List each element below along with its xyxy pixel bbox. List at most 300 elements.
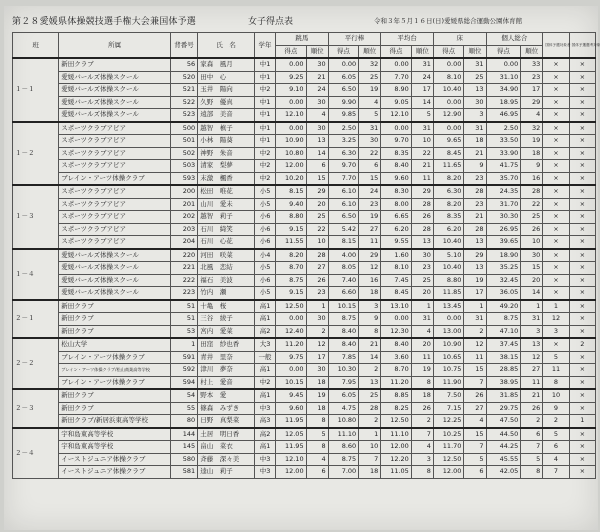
all-around-rank: 22 xyxy=(521,198,543,211)
col-name: 氏 名 xyxy=(198,33,255,59)
grade-cell: 大3 xyxy=(255,338,276,351)
beam-score: 11.20 xyxy=(381,376,412,389)
beam-score: 9.05 xyxy=(381,96,412,109)
floor-rank: 15 xyxy=(464,364,486,377)
athlete-name: 久野 優真 xyxy=(198,96,255,109)
beam-score: 12.30 xyxy=(381,325,412,338)
vault-rank: 8 xyxy=(306,441,328,454)
club-cell: ブレイン・アーツ体操クラブ xyxy=(59,351,171,364)
floor-rank: 4 xyxy=(464,415,486,428)
bars-score: 2.50 xyxy=(328,122,359,135)
note-2-cell: × xyxy=(569,84,595,97)
grade-cell: 中1 xyxy=(255,109,276,122)
floor-score: 10.65 xyxy=(433,351,464,364)
bib-cell: 592 xyxy=(170,364,197,377)
beam-rank: 22 xyxy=(411,147,433,160)
note-2-cell: × xyxy=(569,147,595,160)
beam-score: 8.35 xyxy=(381,147,412,160)
vault-score: 9.25 xyxy=(276,71,307,84)
grade-cell: 中2 xyxy=(255,84,276,97)
note-1-cell: 9 xyxy=(543,402,569,415)
table-row xyxy=(13,96,596,109)
vault-score: 0.00 xyxy=(276,364,307,377)
athlete-name: 斉藤 深々美 xyxy=(198,453,255,466)
vault-rank: 26 xyxy=(306,274,328,287)
sheet-subtitle: 女子得点表 xyxy=(248,17,294,27)
col-rank: 順位 xyxy=(306,45,328,58)
all-around-rank: 2 xyxy=(521,415,543,428)
grade-cell: 高1 xyxy=(255,364,276,377)
floor-score: 11.85 xyxy=(433,287,464,300)
bars-score: 7.70 xyxy=(328,172,359,185)
all-around-score: 31.70 xyxy=(486,198,521,211)
all-around-rank: 11 xyxy=(521,376,543,389)
beam-rank: 31 xyxy=(411,122,433,135)
club-cell: 新田クラブ xyxy=(59,402,171,415)
athlete-name: 日野 真梨菜 xyxy=(198,415,255,428)
vault-rank: 6 xyxy=(306,466,328,479)
floor-rank: 27 xyxy=(464,402,486,415)
bars-rank: 29 xyxy=(359,249,381,262)
bars-score: 8.75 xyxy=(328,313,359,326)
all-around-score: 18.95 xyxy=(486,96,521,109)
bars-score: 9.70 xyxy=(328,160,359,173)
vault-score: 8.70 xyxy=(276,262,307,275)
club-cell: スポーツクラブアピア xyxy=(59,185,171,198)
note-2-cell: × xyxy=(569,122,595,135)
athlete-name: 田中 心 xyxy=(198,71,255,84)
beam-score: 12.20 xyxy=(381,453,412,466)
all-around-rank: 18 xyxy=(521,147,543,160)
beam-score: 7.45 xyxy=(381,274,412,287)
all-around-score: 39.65 xyxy=(486,236,521,249)
col-floor: 床 xyxy=(433,33,486,46)
club-cell: 新田クラブ xyxy=(59,300,171,313)
vault-rank: 8 xyxy=(306,415,328,428)
all-around-rank: 3 xyxy=(521,325,543,338)
bib-cell: 1 xyxy=(170,338,197,351)
grade-cell: 小4 xyxy=(255,249,276,262)
grade-cell: 高1 xyxy=(255,300,276,313)
vault-score: 11.55 xyxy=(276,236,307,249)
note-1-cell: 4 xyxy=(543,453,569,466)
all-around-score: 31.10 xyxy=(486,71,521,84)
grade-cell: 高2 xyxy=(255,325,276,338)
note-1-cell: 12 xyxy=(543,313,569,326)
vault-rank: 18 xyxy=(306,402,328,415)
vault-rank: 30 xyxy=(306,364,328,377)
athlete-name: 田窪 紗也香 xyxy=(198,338,255,351)
beam-score: 9.55 xyxy=(381,236,412,249)
note-1-cell: 5 xyxy=(543,428,569,441)
bars-score: 10.30 xyxy=(328,364,359,377)
grade-cell: 中2 xyxy=(255,160,276,173)
bars-rank: 14 xyxy=(359,351,381,364)
bars-score: 6.05 xyxy=(328,71,359,84)
beam-score: 12.50 xyxy=(381,415,412,428)
all-around-score: 29.75 xyxy=(486,402,521,415)
note-1-cell: × xyxy=(543,122,569,135)
athlete-name: 小林 陽葵 xyxy=(198,135,255,148)
bars-score: 6.50 xyxy=(328,211,359,224)
grade-cell: 中3 xyxy=(255,453,276,466)
floor-score: 6.20 xyxy=(433,223,464,236)
table-row xyxy=(13,236,596,249)
vault-rank: 21 xyxy=(306,71,328,84)
beam-rank: 4 xyxy=(411,441,433,454)
note-1-cell: × xyxy=(543,236,569,249)
all-around-score: 8.75 xyxy=(486,313,521,326)
all-around-score: 26.95 xyxy=(486,223,521,236)
bars-rank: 22 xyxy=(359,147,381,160)
beam-rank: 31 xyxy=(411,313,433,326)
club-cell: 新田クラブ xyxy=(59,389,171,402)
bib-cell: 220 xyxy=(170,249,197,262)
bars-score: 6.10 xyxy=(328,185,359,198)
bars-score: 0.00 xyxy=(328,58,359,71)
bib-cell: 500 xyxy=(170,122,197,135)
floor-rank: 31 xyxy=(464,122,486,135)
beam-rank: 26 xyxy=(411,211,433,224)
vault-score: 10.15 xyxy=(276,376,307,389)
all-around-rank: 10 xyxy=(521,236,543,249)
note-2-cell: × xyxy=(569,453,595,466)
beam-score: 8.45 xyxy=(381,287,412,300)
floor-rank: 3 xyxy=(464,109,486,122)
vault-score: 10.20 xyxy=(276,172,307,185)
floor-score: 11.65 xyxy=(433,160,464,173)
grade-cell: 中2 xyxy=(255,172,276,185)
club-cell: スポーツクラブアピア xyxy=(59,147,171,160)
grade-cell: 中1 xyxy=(255,71,276,84)
note-1-cell: × xyxy=(543,160,569,173)
floor-rank: 9 xyxy=(464,160,486,173)
athlete-name: 福石 美波 xyxy=(198,274,255,287)
note-2-cell: × xyxy=(569,185,595,198)
floor-score: 8.80 xyxy=(433,274,464,287)
bib-cell: 503 xyxy=(170,160,197,173)
floor-rank: 13 xyxy=(464,236,486,249)
vault-score: 8.15 xyxy=(276,185,307,198)
all-around-rank: 20 xyxy=(521,274,543,287)
bars-rank: 19 xyxy=(359,211,381,224)
bib-cell: 145 xyxy=(170,441,197,454)
vault-rank: 5 xyxy=(306,428,328,441)
table-row xyxy=(13,466,596,479)
all-around-score: 24.35 xyxy=(486,185,521,198)
bars-score: 6.50 xyxy=(328,84,359,97)
vault-score: 11.95 xyxy=(276,415,307,428)
bib-cell: 144 xyxy=(170,428,197,441)
table-row xyxy=(13,325,596,338)
bib-cell: 520 xyxy=(170,71,197,84)
note-2-cell: × xyxy=(569,211,595,224)
table-row xyxy=(13,274,596,287)
bars-score: 7.95 xyxy=(328,376,359,389)
bars-score: 8.05 xyxy=(328,262,359,275)
bars-rank: 32 xyxy=(359,58,381,71)
table-row xyxy=(13,441,596,454)
floor-score: 8.20 xyxy=(433,172,464,185)
note-2-cell: × xyxy=(569,351,595,364)
floor-score: 10.40 xyxy=(433,84,464,97)
all-around-score: 35.25 xyxy=(486,262,521,275)
beam-rank: 19 xyxy=(411,364,433,377)
table-row xyxy=(13,415,596,428)
col-bars: 平行棒 xyxy=(328,33,381,46)
club-cell: 新田クラブ xyxy=(59,58,171,71)
club-cell: スポーツクラブアピア xyxy=(59,211,171,224)
bars-score: 10.80 xyxy=(328,415,359,428)
bars-rank: 3 xyxy=(359,300,381,313)
bib-cell: 502 xyxy=(170,147,197,160)
bib-cell: 200 xyxy=(170,185,197,198)
club-cell: スポーツクラブアピア xyxy=(59,236,171,249)
beam-rank: 4 xyxy=(411,325,433,338)
athlete-name: 家森 風月 xyxy=(198,58,255,71)
all-around-rank: 26 xyxy=(521,223,543,236)
group-label: １－４ xyxy=(13,249,59,300)
col-score: 得点 xyxy=(276,45,307,58)
beam-score: 6.20 xyxy=(381,223,412,236)
note-2-cell: × xyxy=(569,71,595,84)
all-around-score: 2.50 xyxy=(486,122,521,135)
floor-rank: 12 xyxy=(464,338,486,351)
bars-rank: 30 xyxy=(359,135,381,148)
bars-score: 8.40 xyxy=(328,338,359,351)
note-1-cell: 5 xyxy=(543,351,569,364)
bars-score: 4.75 xyxy=(328,402,359,415)
col-rank: 順位 xyxy=(411,45,433,58)
all-around-rank: 23 xyxy=(521,71,543,84)
beam-rank: 8 xyxy=(411,376,433,389)
bib-cell: 581 xyxy=(170,466,197,479)
floor-score: 12.25 xyxy=(433,415,464,428)
all-around-score: 42.05 xyxy=(486,466,521,479)
floor-score: 8.35 xyxy=(433,211,464,224)
col-beam: 平均台 xyxy=(381,33,434,46)
club-cell: 宇和島東高等学校 xyxy=(59,441,171,454)
vault-score: 12.05 xyxy=(276,428,307,441)
vault-score: 0.00 xyxy=(276,313,307,326)
bars-rank: 24 xyxy=(359,185,381,198)
all-around-rank: 14 xyxy=(521,287,543,300)
note-1-cell: × xyxy=(543,223,569,236)
bib-cell: 591 xyxy=(170,351,197,364)
athlete-name: 玉井 陽向 xyxy=(198,84,255,97)
group-label: ２－３ xyxy=(13,389,59,428)
beam-rank: 20 xyxy=(411,338,433,351)
all-around-rank: 1 xyxy=(521,300,543,313)
floor-rank: 30 xyxy=(464,96,486,109)
vault-rank: 30 xyxy=(306,122,328,135)
table-row xyxy=(13,364,596,377)
table-row xyxy=(13,313,596,326)
bars-rank: 2 xyxy=(359,364,381,377)
beam-rank: 23 xyxy=(411,262,433,275)
date-venue: 令和３年５月１６日(日)愛媛県総合運動公園体育館 xyxy=(374,17,523,25)
club-cell: スポーツクラブアピア xyxy=(59,198,171,211)
note-1-cell: 3 xyxy=(543,325,569,338)
note-1-cell: 11 xyxy=(543,364,569,377)
beam-rank: 11 xyxy=(411,172,433,185)
vault-score: 10.80 xyxy=(276,147,307,160)
floor-score: 11.90 xyxy=(433,376,464,389)
bars-rank: 18 xyxy=(359,287,381,300)
vault-rank: 29 xyxy=(306,185,328,198)
all-around-score: 46.95 xyxy=(486,109,521,122)
all-around-score: 41.75 xyxy=(486,160,521,173)
table-row xyxy=(13,211,596,224)
vault-rank: 4 xyxy=(306,109,328,122)
note-1-cell: × xyxy=(543,249,569,262)
table-row xyxy=(13,122,596,135)
floor-score: 9.65 xyxy=(433,135,464,148)
vault-score: 12.50 xyxy=(276,300,307,313)
group-label: １－３ xyxy=(13,185,59,249)
grade-cell: 小5 xyxy=(255,185,276,198)
beam-score: 8.10 xyxy=(381,262,412,275)
all-around-score: 45.55 xyxy=(486,453,521,466)
bars-score: 10.15 xyxy=(328,300,359,313)
table-row xyxy=(13,287,596,300)
note-2-cell: × xyxy=(569,402,595,415)
note-1-cell: × xyxy=(543,109,569,122)
all-around-rank: 30 xyxy=(521,249,543,262)
grade-cell: 高1 xyxy=(255,313,276,326)
athlete-name: 津川 夢奈 xyxy=(198,364,255,377)
athlete-name: 北風 恋結 xyxy=(198,262,255,275)
col-score: 得点 xyxy=(381,45,412,58)
floor-score: 0.00 xyxy=(433,96,464,109)
all-around-rank: 6 xyxy=(521,428,543,441)
group-label: ２－４ xyxy=(13,428,59,479)
all-around-rank: 12 xyxy=(521,351,543,364)
club-cell: 新田クラブ xyxy=(59,313,171,326)
club-cell: 愛媛バールズ体操スクール xyxy=(59,249,171,262)
note-1-cell: × xyxy=(543,185,569,198)
floor-score: 0.00 xyxy=(433,313,464,326)
beam-score: 0.00 xyxy=(381,313,412,326)
all-around-score: 0.00 xyxy=(486,58,521,71)
club-cell: 新田クラブ xyxy=(59,325,171,338)
note-1-cell: × xyxy=(543,84,569,97)
bars-score: 5.42 xyxy=(328,223,359,236)
beam-score: 8.25 xyxy=(381,402,412,415)
table-row xyxy=(13,453,596,466)
grade-cell: 高1 xyxy=(255,441,276,454)
note-2-cell: 2 xyxy=(569,338,595,351)
athlete-name: 竹内 瀬 xyxy=(198,287,255,300)
vault-rank: 20 xyxy=(306,198,328,211)
bars-rank: 18 xyxy=(359,466,381,479)
bib-cell: 203 xyxy=(170,223,197,236)
note-1-cell: 1 xyxy=(543,300,569,313)
floor-score: 11.70 xyxy=(433,441,464,454)
grade-cell: 小5 xyxy=(255,198,276,211)
floor-rank: 23 xyxy=(464,198,486,211)
note-2-cell: × xyxy=(569,428,595,441)
all-around-rank: 29 xyxy=(521,96,543,109)
floor-rank: 31 xyxy=(464,313,486,326)
vault-rank: 13 xyxy=(306,135,328,148)
vault-rank: 25 xyxy=(306,211,328,224)
note-2-cell: × xyxy=(569,441,595,454)
note-1-cell: 10 xyxy=(543,389,569,402)
bib-cell: 580 xyxy=(170,453,197,466)
vault-score: 9.15 xyxy=(276,223,307,236)
vault-rank: 17 xyxy=(306,351,328,364)
athlete-name: 河田 咲菜 xyxy=(198,249,255,262)
table-row xyxy=(13,135,596,148)
floor-rank: 13 xyxy=(464,262,486,275)
bib-cell: 593 xyxy=(170,172,197,185)
all-around-score: 34.90 xyxy=(486,84,521,97)
bars-score: 6.60 xyxy=(328,287,359,300)
table-row xyxy=(13,262,596,275)
vault-score: 9.45 xyxy=(276,389,307,402)
club-cell: 愛媛バールズ体操スクール xyxy=(59,109,171,122)
floor-rank: 1 xyxy=(464,300,486,313)
athlete-name: 末激 楓香 xyxy=(198,172,255,185)
col-bib: 背番号 xyxy=(170,33,197,59)
beam-rank: 25 xyxy=(411,274,433,287)
table-row xyxy=(13,185,596,198)
floor-score: 10.25 xyxy=(433,428,464,441)
floor-score: 10.40 xyxy=(433,262,464,275)
floor-rank: 6 xyxy=(464,466,486,479)
grade-cell: 中3 xyxy=(255,466,276,479)
note-1-cell: 7 xyxy=(543,466,569,479)
beam-rank: 2 xyxy=(411,415,433,428)
note-2-cell: × xyxy=(569,58,595,71)
note-2-cell: × xyxy=(569,96,595,109)
vault-score: 8.75 xyxy=(276,274,307,287)
all-around-rank: 31 xyxy=(521,313,543,326)
score-table xyxy=(12,32,600,479)
bars-rank: 10 xyxy=(359,441,381,454)
note-2-cell: × xyxy=(569,300,595,313)
beam-score: 11.10 xyxy=(381,428,412,441)
col-rank: 順位 xyxy=(359,45,381,58)
vault-score: 12.00 xyxy=(276,466,307,479)
beam-rank: 14 xyxy=(411,96,433,109)
col-score: 得点 xyxy=(486,45,521,58)
club-cell: スポーツクラブアピア xyxy=(59,223,171,236)
bars-rank: 5 xyxy=(359,109,381,122)
note-2-cell: × xyxy=(569,135,595,148)
vault-score: 8.20 xyxy=(276,249,307,262)
grade-cell: 中1 xyxy=(255,122,276,135)
col-group: 班 xyxy=(13,33,59,59)
all-around-score: 31.85 xyxy=(486,389,521,402)
bars-rank: 12 xyxy=(359,262,381,275)
table-row xyxy=(13,84,596,97)
beam-rank: 10 xyxy=(411,135,433,148)
note-1-cell: × xyxy=(543,262,569,275)
bars-score: 7.40 xyxy=(328,274,359,287)
all-around-rank: 27 xyxy=(521,364,543,377)
bars-score: 6.05 xyxy=(328,389,359,402)
bars-score: 8.15 xyxy=(328,236,359,249)
grade-cell: 高3 xyxy=(255,415,276,428)
beam-score: 0.00 xyxy=(381,122,412,135)
athlete-name: 野本 愛 xyxy=(198,389,255,402)
bars-rank: 9 xyxy=(359,313,381,326)
athlete-name: 松田 唯花 xyxy=(198,185,255,198)
bars-rank: 19 xyxy=(359,84,381,97)
vault-score: 11.20 xyxy=(276,338,307,351)
